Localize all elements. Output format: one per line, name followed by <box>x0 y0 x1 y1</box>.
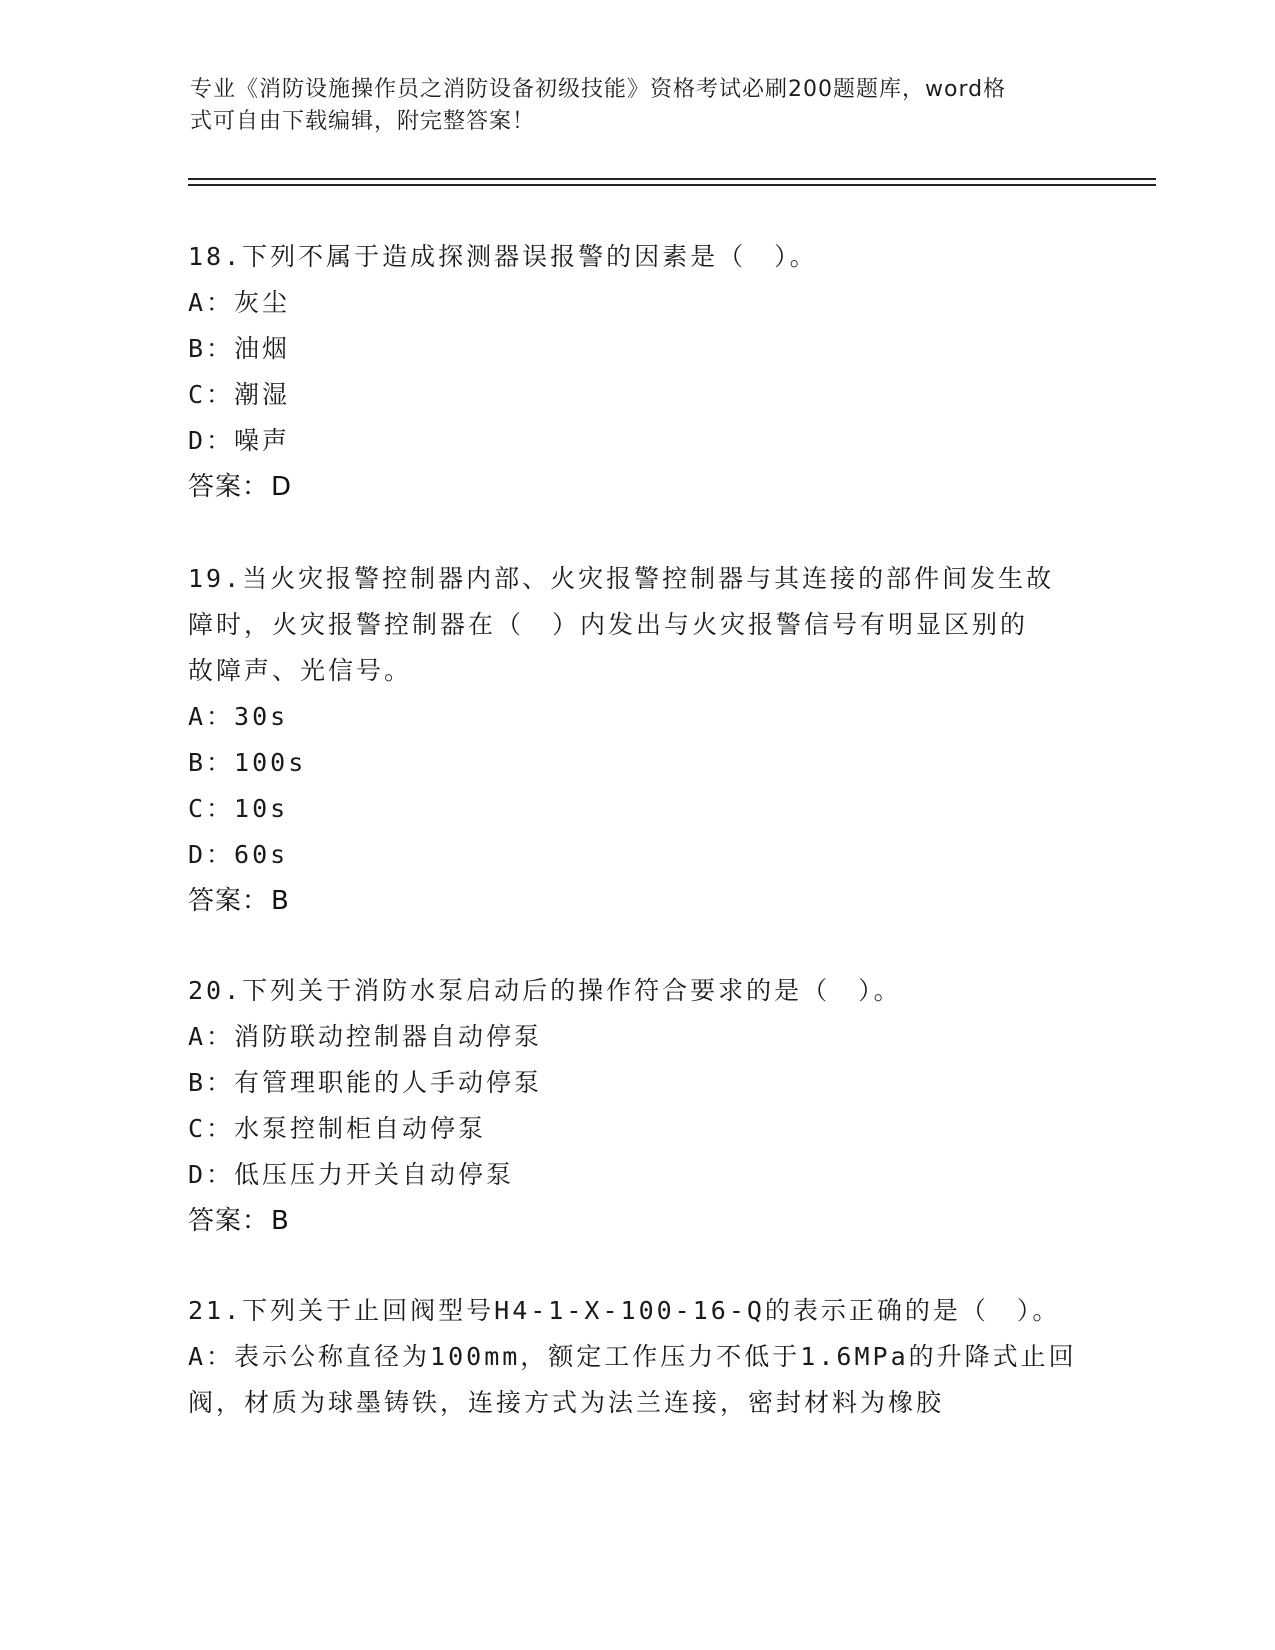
question-stem <box>188 1288 1088 1334</box>
stem-line: 21.下列关于止回阀型号H4-1-X-100-16-Q的表示正确的是（ ）。 <box>188 1296 1061 1325</box>
stem-line: 20.下列关于消防水泵启动后的操作符合要求的是（ ）。 <box>188 976 902 1005</box>
option-a-continued: 阀，材质为球墨铸铁，连接方式为法兰连接，密封材料为橡胶 <box>188 1388 945 1417</box>
option-b: B：有管理职能的人手动停泵 <box>188 1068 543 1097</box>
question-21 <box>188 1288 1088 1426</box>
option-a: A：消防联动控制器自动停泵 <box>188 1022 543 1051</box>
option-c: C：潮湿 <box>188 380 291 409</box>
question-19 <box>188 556 1088 924</box>
option-a: A：灰尘 <box>188 288 291 317</box>
question-stem <box>188 556 1088 694</box>
stem-line: 障时，火灾报警控制器在（ ）内发出与火灾报警信号有明显区别的 <box>188 610 1029 639</box>
answer-line <box>188 1198 1088 1244</box>
question-stem <box>188 968 1088 1014</box>
header-divider-bottom <box>188 184 1156 186</box>
question-20 <box>188 968 1088 1244</box>
question-18 <box>188 234 1088 510</box>
answer-label: 答案： <box>188 886 270 916</box>
answer-line <box>188 878 1088 924</box>
answer-label: 答案： <box>188 472 270 502</box>
option-d: D：噪声 <box>188 426 291 455</box>
option-b: B：100s <box>188 748 307 777</box>
answer-value: B <box>271 886 290 916</box>
answer-label: 答案： <box>188 1206 270 1236</box>
stem-line: 19.当火灾报警控制器内部、火灾报警控制器与其连接的部件间发生故 <box>188 564 1055 593</box>
answer-value: D <box>271 472 293 502</box>
option-d: D：60s <box>188 840 289 869</box>
option-c: C：水泵控制柜自动停泵 <box>188 1114 487 1143</box>
header-divider-top <box>188 178 1156 180</box>
answer-line <box>188 464 1088 510</box>
answer-value: B <box>271 1206 290 1236</box>
stem-line: 故障声、光信号。 <box>188 656 413 685</box>
question-stem <box>188 234 1088 280</box>
option-a: A：表示公称直径为100mm，额定工作压力不低于1.6MPa的升降式止回 <box>188 1342 1077 1371</box>
header-line-2: 式可自由下载编辑，附完整答案！ <box>190 109 536 134</box>
stem-line: 18.下列不属于造成探测器误报警的因素是（ ）。 <box>188 242 818 271</box>
option-d: D：低压压力开关自动停泵 <box>188 1160 515 1189</box>
option-c: C：10s <box>188 794 289 823</box>
document-header <box>190 74 1090 138</box>
header-line-1: 专业《消防设施操作员之消防设备初级技能》资格考试必刷200题题库，word格 <box>190 77 1007 102</box>
option-a: A：30s <box>188 702 289 731</box>
option-b: B：油烟 <box>188 334 291 363</box>
